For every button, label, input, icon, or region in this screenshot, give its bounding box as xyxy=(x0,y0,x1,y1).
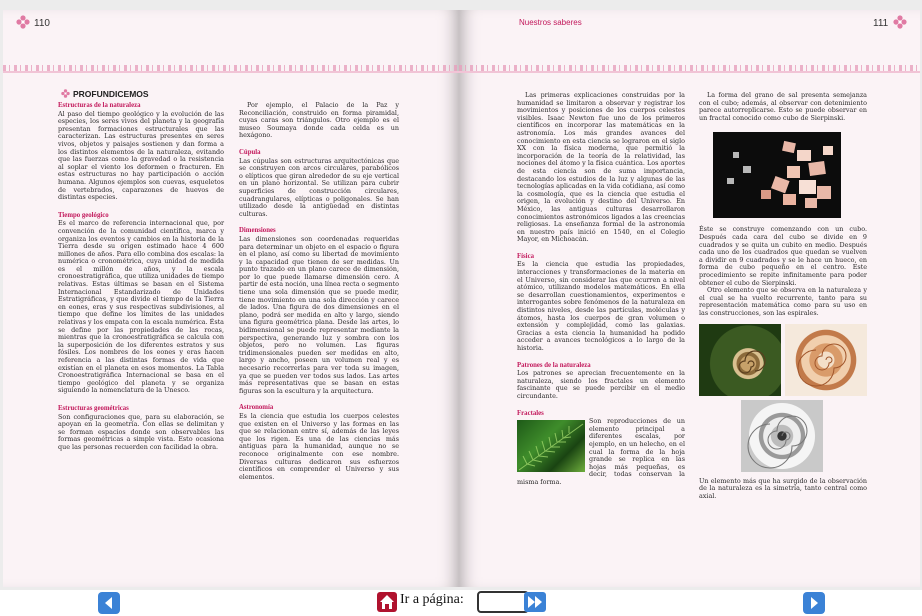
heading: Astronomía xyxy=(239,404,274,412)
home-button[interactable] xyxy=(377,592,397,612)
paragraph: Por ejemplo, el Palacio de la Paz y Reconciliación, construido en forma piramidal, cuyas caras son triángulos. Otro ejemplo es el museo Soumaya donde cada celda es un hexágono. xyxy=(239,101,399,140)
paragraph: Son reproducciones de un elemento principal a diferentes escalas, por ejemplo, en un helecho, en el cual la forma de la hoja grande se replica en las hojas más pequeñas, es decir, todas conservan la misma forma. xyxy=(517,417,685,486)
right-column-2 xyxy=(699,92,867,500)
heading: Tiempo geológico xyxy=(58,211,109,219)
paragraph: Los patrones se aprecian frecuentemente en la naturaleza, siendo los fractales un elemento fascinante que se puede percibir en el medio circundante. xyxy=(517,369,685,400)
paragraph: Las cúpulas son estructuras arquitectónicas que se construyen con arcos circulares, parabólicos o elípticos que giran alrededor de su eje vertical en un plano horizontal. Se utilizan para cubrir superficies de construcción circulares, cuadrangulares, elípticas o poligonales. Se han utilizado desde la antigüedad en distintas culturas. xyxy=(239,156,399,218)
heading: Fractales xyxy=(517,409,544,417)
paragraph: Es el marco de referencia internacional que, por convención de la comunidad científica, marca y organiza los eventos y cambios en la historia de la Tierra desde su origen estimado hace 4 600 millones de años. Para ello combina dos escalas: la numérica o cronométrica, cuya unidad de medida es el millón de años, y la escala cronoestratigráfica, que utiliza unidades de tiempo relativas. Estas últimas se basan en el Sistema Internacional Estandarizado de Unidades Estratigráficas, y que divide el tiempo de la Tierra en eones, eras y sus respectivas subdivisiones, al tiempo que define los límites de las unidades relativas y los empata con la escala numérica. Ésta se define por las propiedades de las rocas, mientras que la cronoestratigráfica se calcula con la superposición de los diferentes estratos y sus fósiles. Los nombres de los eones y eras hacen referencia a las distintas formas de vida que existían en el planeta en esos momentos. La Tabla Cronoestratigráfica Internacional se basa en el tiempo geológico del planeta y se organiza siguiendo la nomenclatura de la Unesco. xyxy=(58,219,224,395)
paragraph: Es la ciencia que estudia los cuerpos celestes que existen en el Universo y las formas en las que se relacionan entre sí, además de las leyes que los rigen. Es una de las ciencias más antiguas para la humanidad, aunque no se reconoce originalmente con ese nombre. Diversas culturas dedicaron sus esfuerzos científicos en comprender el Universo y sus elementos. xyxy=(239,411,399,481)
fern-image xyxy=(517,420,585,472)
shell-image xyxy=(785,324,867,396)
decorative-border-line xyxy=(3,71,459,73)
paragraph: Éste se construye comenzando con un cubo. Después cada cara del cubo se divide en 9 cuadrados y se quita un cubito en medio. Después cada uno de los cuadrados que quedan se vuelven a dividir en 9 cuadrados y se le hace un hueco, en forma de cubo pequeño en el centro. Este procedimiento se repite infinitamente para poder obtener el cubo de Sierpinski. xyxy=(699,225,867,287)
paragraph: Las dimensiones son coordenadas requeridas para determinar un objeto en el espacio o figura en el plano, así como su libertad de movimiento y la capacidad que tienen de ser medidas. Un punto trazado en un plano carece de dimensión, por lo que puede llamarse dimensión cero. A partir de esta noción, una línea recta o segmento tiene una sola dimensión que se puede medir, tiene movimiento en una sola dirección y carece de lados. Una figura de dos dimensiones en el plano, podrá ser medida en alto y largo, siendo una figura geométrica plana. Desde las artes, lo bidimensional se puede representar mediante la perspectiva, generando luz y sombra con los objetos, pero no volumen. Las figuras tridimensionales pueden ser medidas en alto, largo y ancho, poseen un volumen real y es necesario recorrerlas para ver toda su imagen, ya que se pueden ver todos sus lados. Las artes más representativas que se basan en estas figuras son la escultura y la arquitectura. xyxy=(239,234,399,395)
snail-image xyxy=(699,324,781,396)
paragraph: Las primeras explicaciones construidas por la humanidad se limitaron a observar y registrar los movimientos y posiciones de los cuerpos celestes visibles. Isaac Newton fue uno de los primeros científicos en incorporar las matemáticas en la astronomía. Los más grandes avances del conocimiento en esta ciencia se lograron en el siglo XX con la física moderna, que permitió la incorporación de la teoría de la relatividad, las nociones del átomo y la física cuántica. Los aportes de esta ciencia son de suma importancia, destacando los estudios de la luz y algunas de las tecnologías aplicadas en la vida cotidiana, así como la cosmología, que es la ciencia que estudia el origen, la evolución y destino del Universo. En México, las antiguas culturas desarrollaron conocimientos astronómicos ligados a las creencias religiosas. La enseñanza formal de la astronomía en nuestro país inició en 1540, en el Colegio Mayor, en Michoacán. xyxy=(517,91,685,244)
home-icon xyxy=(377,592,397,612)
paragraph: Un elemento más que ha surgido de la observación de la naturaleza es la simetría, tanto central como axial. xyxy=(699,476,867,500)
heading: Cúpula xyxy=(239,148,261,156)
page-number-right: 111 xyxy=(873,18,889,29)
decorative-border-line xyxy=(459,71,920,73)
go-icon xyxy=(524,592,546,612)
fern-leaf-icon xyxy=(517,420,585,472)
section-title xyxy=(61,89,149,99)
flower-icon xyxy=(16,15,30,29)
paragraph: Es la ciencia que estudia las propiedades, interacciones y transformaciones de la materia en el Universo, sin considerar las que ocurren a nivel atómico, utilizando modelos matemáticos. En ella se desarrollan cuestionamientos, experimentos e interrogantes sobre fenómenos de la naturaleza en distintos niveles, desde las partículas, moléculas y átomos, hasta los cuerpos de gran volumen o extensión y complejidad, como las galaxias. Gracias a esta ciencia la humanidad ha podido acceder a avances tecnológicos a lo largo de la historia. xyxy=(517,260,685,352)
spiral-shell-icon xyxy=(699,324,781,396)
heading: Estructuras geométricas xyxy=(58,404,129,412)
prev-page-icon xyxy=(98,592,120,614)
flower-icon xyxy=(893,15,907,29)
left-column-1 xyxy=(58,102,224,452)
salt-crystals-image xyxy=(713,132,841,218)
heading: Patrones de la naturaleza xyxy=(517,361,591,369)
left-column-2 xyxy=(239,102,399,481)
salt-crystals-icon xyxy=(713,132,841,218)
paragraph: Otro elemento que se observa en la naturaleza y el cual se ha vuelto recurrente, tanto para su representación matemática como para su uso en las construcciones, son las espirales. xyxy=(699,286,867,317)
section-title-text: PROFUNDICEMOS xyxy=(73,89,149,99)
running-title: Nuestros saberes xyxy=(519,18,582,27)
prev-page-button[interactable] xyxy=(98,592,120,614)
heading: Física xyxy=(517,252,534,260)
goto-page-input[interactable] xyxy=(477,591,529,613)
spiral-staircase-icon xyxy=(741,400,823,472)
heading: Dimensiones xyxy=(239,227,276,235)
right-page xyxy=(459,10,920,587)
goto-page-button[interactable] xyxy=(524,592,546,612)
paragraph: La forma del grano de sal presenta semejanza con el cubo; además, al observar con detenimiento parece autorreplicarse. Esto se puede observar en un fractal conocido como cubo de Sierpinski. xyxy=(699,91,867,122)
spirals-gallery xyxy=(699,324,867,474)
next-page-button[interactable] xyxy=(803,592,825,614)
goto-page-label: Ir a página: xyxy=(400,592,464,607)
flower-icon xyxy=(61,89,70,98)
next-page-icon xyxy=(803,592,825,614)
right-column-1 xyxy=(517,92,685,487)
paragraph: Son configuraciones que, para su elaboración, se apoyan en la geometría. Con ellas se delimitan y se forman espacios donde son observables las formas geométricas a simple vista. Esto ocasiona que las personas recuerden con facilidad la obra. xyxy=(58,412,224,451)
paragraph: Al paso del tiempo geológico y la evolución de las especies, los seres vivos del planeta y la geografía presentan formaciones estructurales que las caracterizan. Las estructuras presentes en seres vivos, objetos y paisajes sostienen y dan forma a los distintos elementos de la naturaleza, evitando que las fuerzas como la gravedad o la resistencia al soplar el viento los deformen o fracturen. En estas estructuras no hay participación o acción humana. Algunos ejemplos son cuevas, esqueletos de vertebrados, caparazones de huevos de distintas especies. xyxy=(58,109,224,202)
spiral-staircase-image xyxy=(741,400,823,472)
left-page xyxy=(3,10,459,587)
page-number-left: 110 xyxy=(34,18,50,29)
spiral-shell-icon xyxy=(785,324,867,396)
heading: Estructuras de la naturaleza xyxy=(58,102,141,109)
